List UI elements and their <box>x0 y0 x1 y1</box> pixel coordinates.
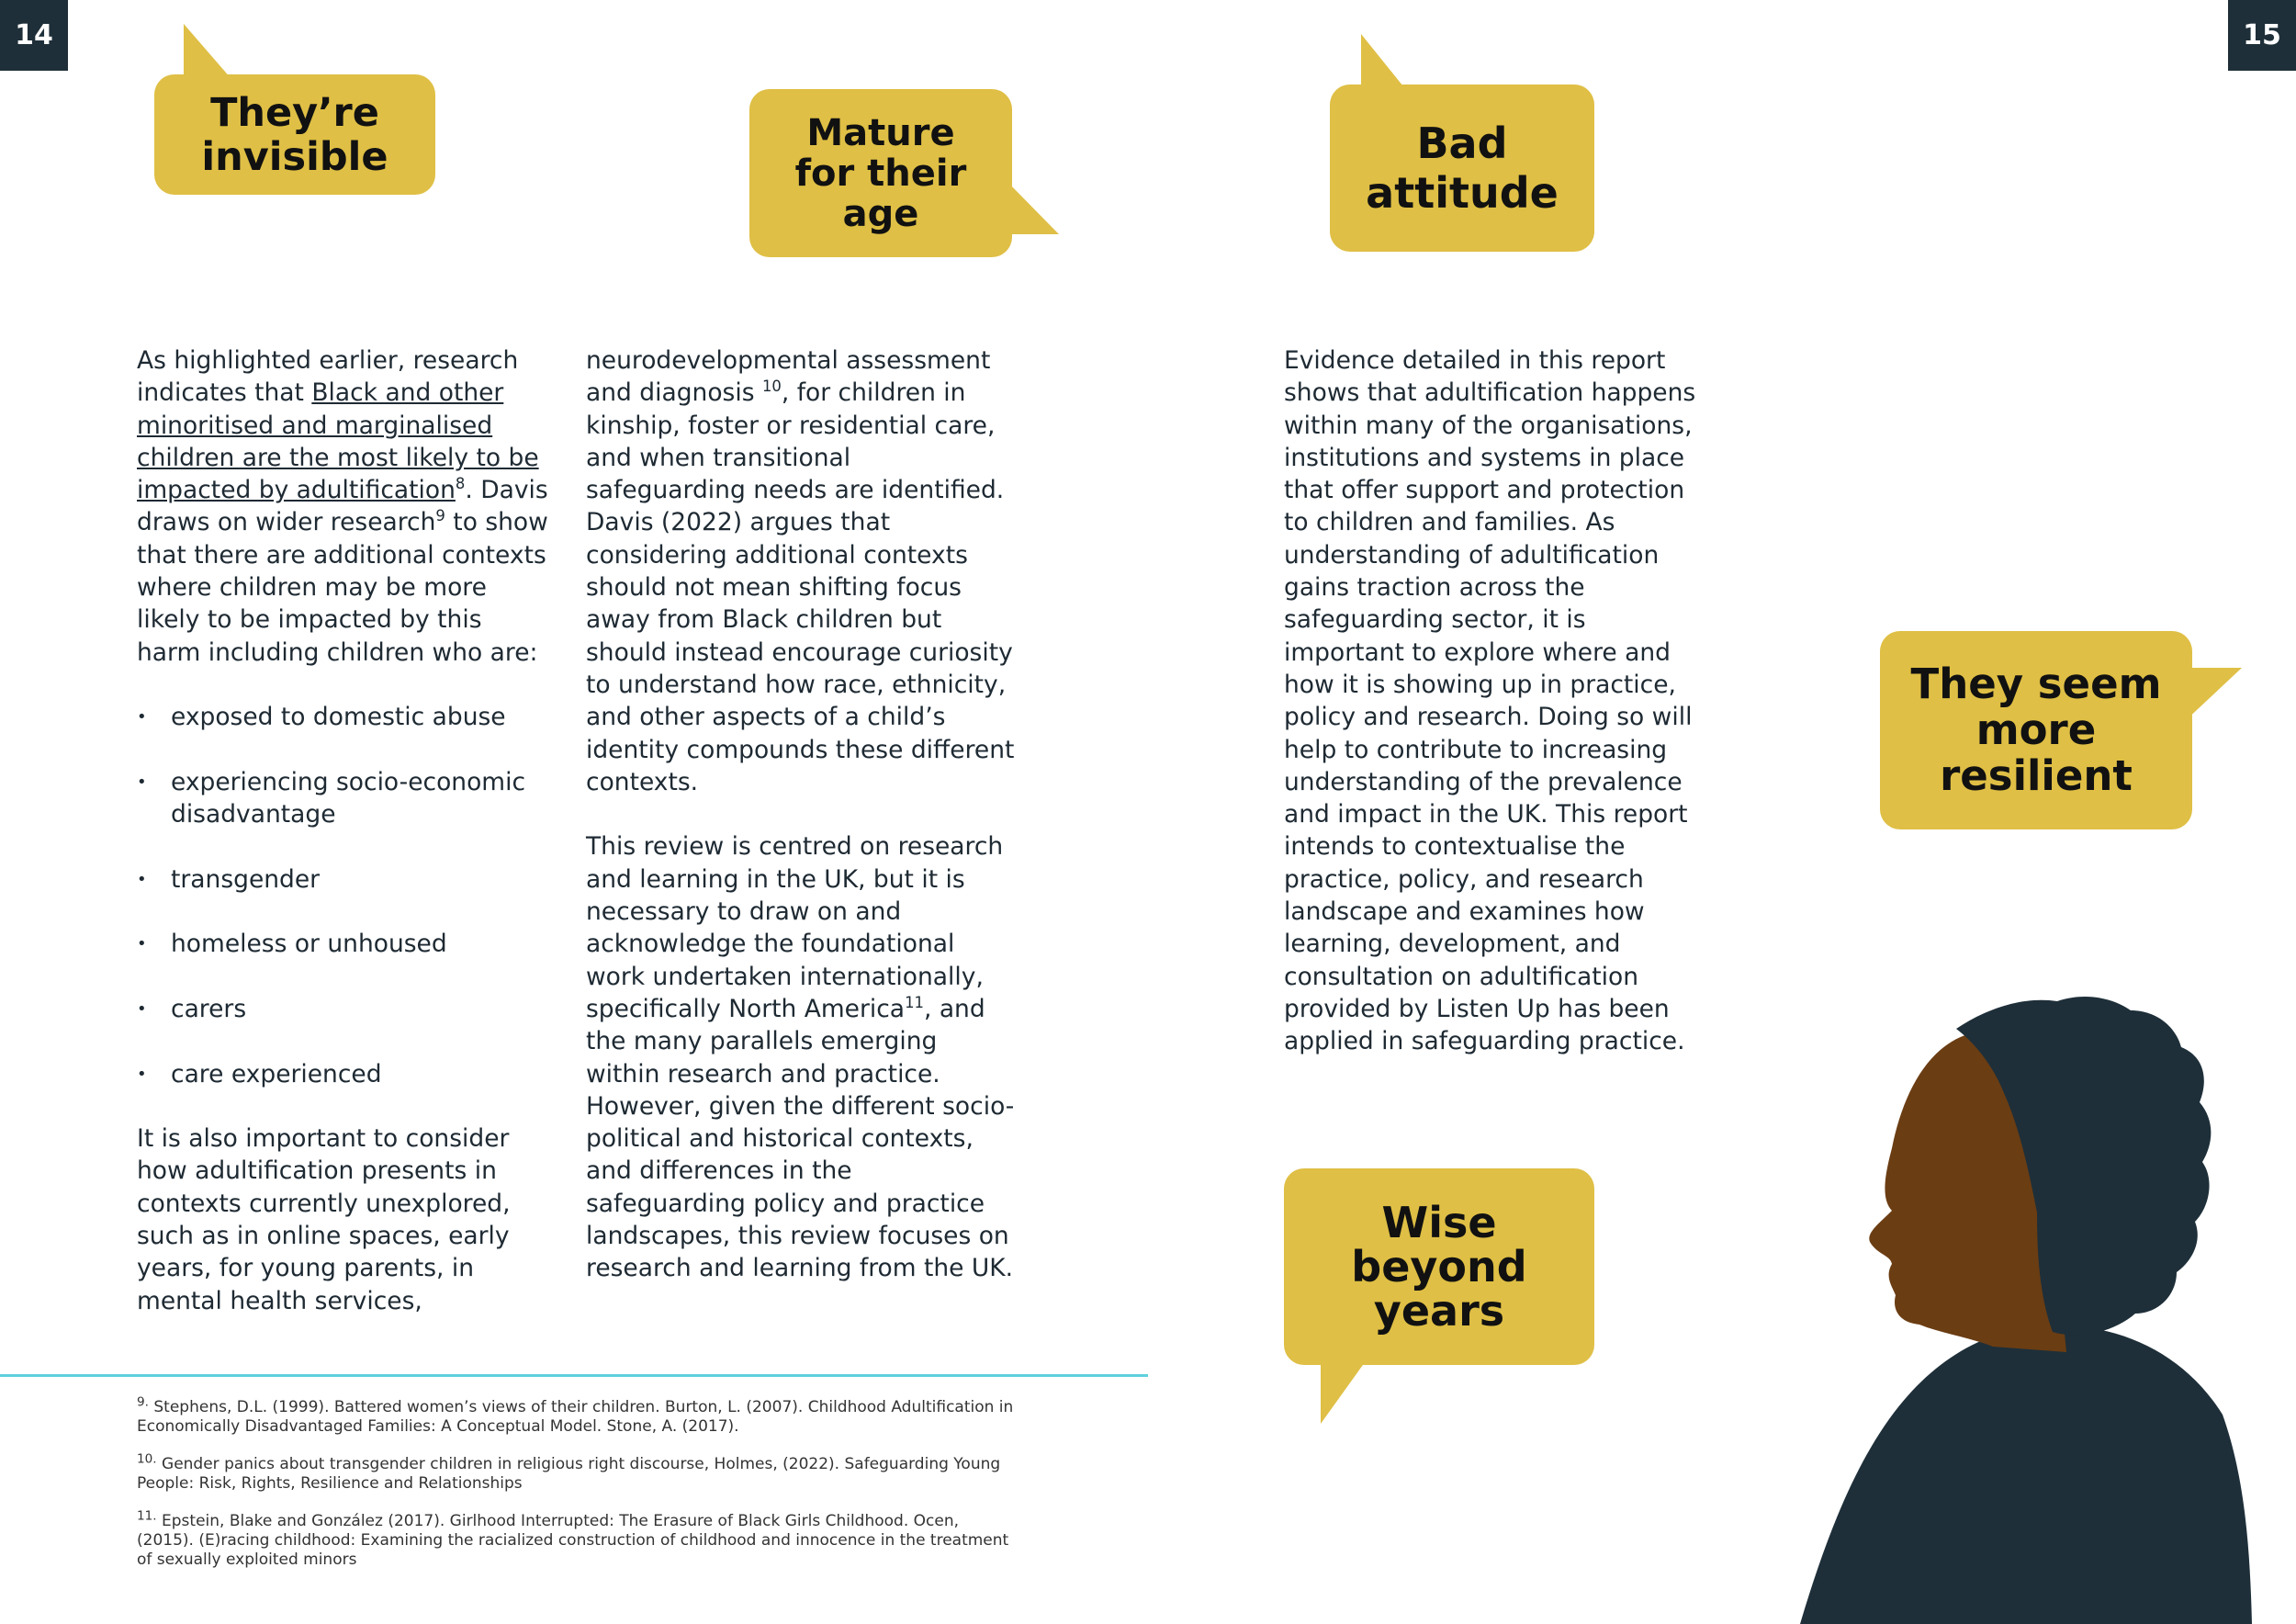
speech-bubble-resilient <box>1880 631 2244 829</box>
bubble-text-mature: Mature for their age <box>749 89 1012 257</box>
paragraph <box>586 830 1018 1284</box>
paragraph-text: , and the many parallels emerging within research and practice. However, given the different socio-political and historical contexts, and differences in the safeguarding policy and practice landscapes, this review focuses on research and learning from the UK. <box>586 994 1015 1283</box>
intro-text: to show that there are additional contexts where children may be more likely to be impacted by this harm including children who are: <box>137 508 548 667</box>
list-item: • care experienced <box>137 1058 550 1090</box>
footnote <box>137 1394 1019 1437</box>
text-column-2 <box>586 344 1018 1285</box>
page-number-left: 14 <box>0 0 68 71</box>
shoulders-shape <box>1800 1325 2252 1624</box>
bubble-text-invisible: They’re invisible <box>154 74 435 195</box>
footnote-number: 9. <box>137 1394 149 1410</box>
contexts-list <box>137 701 550 1090</box>
list-item: • homeless or unhoused <box>137 928 550 960</box>
intro-text: As highlighted earlier, research indicates that <box>137 346 519 408</box>
bubble-text-bad-attitude: Bad attitude <box>1330 85 1594 252</box>
paragraph-text: neurodevelopmental assessment and diagnosis <box>586 346 991 408</box>
footnote-ref-11: 11 <box>905 994 924 1012</box>
text-column-3 <box>1284 344 1706 1058</box>
speech-bubble-invisible <box>154 24 435 195</box>
footnote-text: Stephens, D.L. (1999). Battered women’s views of their children. Burton, L. (2007). Childhood Adultification in Economically Disadvantaged Families: A Conceptual Model. Stone, A. (2017). <box>137 1398 1014 1436</box>
bubble-text-wise: Wise beyond years <box>1284 1168 1594 1365</box>
intro-paragraph <box>137 344 550 669</box>
footnote-ref-10: 10 <box>761 378 782 396</box>
paragraph-text: This review is centred on research and learning in the UK, but it is necessary to draw on and acknowledge the foundational work undertaken internationally, specifically North America <box>586 832 1004 1023</box>
list-item: • experiencing socio-economic disadvantage <box>137 766 550 831</box>
footnote-divider <box>0 1374 1148 1377</box>
intro-text: . Davis draws on wider research <box>137 476 548 537</box>
list-item: • carers <box>137 993 550 1025</box>
footnote-ref-8: 8 <box>455 475 466 493</box>
paragraph: Evidence detailed in this report shows that adultification happens within many of the organisations, institutions and systems in place that offer support and protection to children and families. As understanding of adultification gains traction across the safeguarding sector, it is important to explore where and how it is showing up in practice, policy and research. Doing so will help to contribute to increasing understanding of the prevalence and impact in the UK. This report intends to contextualise the practice, policy, and research landscape and examines how learning, development, and consultation on adultification provided by Listen Up has been applied in safeguarding practice. <box>1284 346 1696 1056</box>
footnote-ref-9: 9 <box>435 507 445 525</box>
paragraph <box>586 344 1018 798</box>
speech-bubble-mature <box>749 89 1062 257</box>
bubble-text-resilient: They seem more resilient <box>1880 631 2192 829</box>
footnote-text: Epstein, Blake and González (2017). Girlhood Interrupted: The Erasure of Black Girls Childhood. Ocen, (2015). (E)racing childhood: Examining the racialized construction of childhood and innocence in the treatment of sexually exploited minors <box>137 1512 1009 1569</box>
footnote <box>137 1451 1019 1494</box>
footnote-text: Gender panics about transgender children in religious right discourse, Holmes, (2022). Safeguarding Young People: Risk, Rights, Resilience and Relationships <box>137 1455 1001 1493</box>
footnote-number: 10. <box>137 1451 157 1467</box>
child-profile-illustration <box>1745 992 2259 1624</box>
footnote <box>137 1508 1019 1570</box>
speech-bubble-wise <box>1284 1168 1594 1426</box>
footnote-number: 11. <box>137 1508 157 1524</box>
paragraph-text: , for children in kinship, foster or residential care, and when transitional safeguarding needs are identified. Davis (2022) argues that considering additional contexts should not mean shifting focus away from Black children but should instead encourage curiosity to understand how race, ethnicity, and other aspects of a child’s identity compounds these different contexts. <box>586 378 1015 796</box>
page-number-right: 15 <box>2228 0 2296 71</box>
footnotes <box>137 1394 1019 1588</box>
closing-paragraph: It is also important to consider how adultification presents in contexts currently unexplored, such as in online spaces, early years, for young parents, in mental health services, <box>137 1124 511 1315</box>
list-item: • exposed to domestic abuse <box>137 701 550 733</box>
list-item: • transgender <box>137 863 550 896</box>
underlined-finding: Black and other minoritised and marginalised children are the most likely to be impacted by adultification <box>137 378 539 505</box>
text-column-1 <box>137 344 550 1317</box>
speech-bubble-bad-attitude <box>1330 34 1594 252</box>
